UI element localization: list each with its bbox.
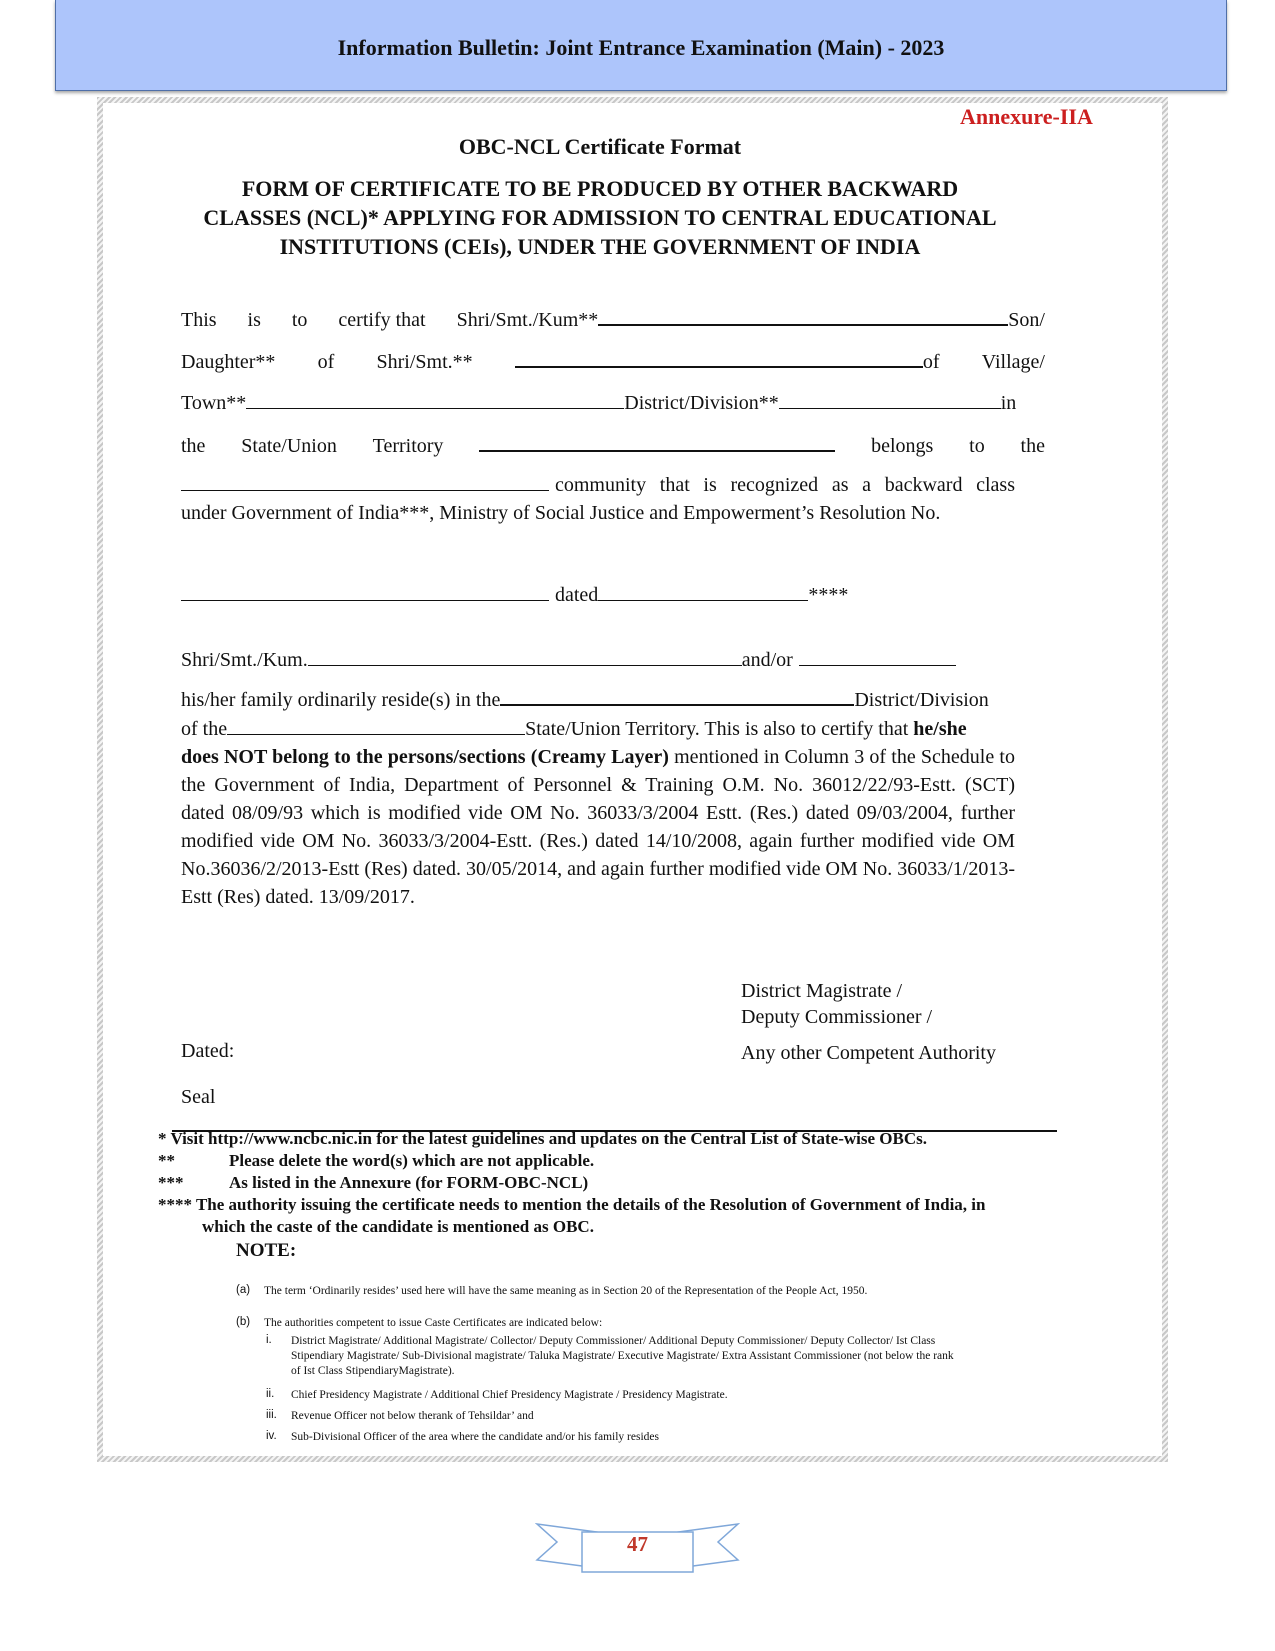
footnote-4: **** The authority issuing the certificate needs to mention the details of the Resolution of Government of India, in bbox=[158, 1195, 986, 1214]
cert-text: his/her family ordinarily reside(s) in the bbox=[181, 689, 501, 711]
footnote-3-mark: *** bbox=[158, 1173, 184, 1192]
cert-body-text: mentioned in Column 3 of the Schedule to the Government of India, Department of Personnel & Training O.M. No. 36012/22/93-Estt. (SCT) dated 08/09/93 which is modified vide OM No. 36033/3/2004 Estt. (Res.) dated 09/03/2004, further modified vide OM No. 36033/3/2004-Estt. (Res.) dated 14/10/2008, again further modified vide OM No.36036/2/2013-Estt (Res) dated. 30/05/2014, and again further modified vide OM No. 36033/1/2013-Estt (Res) dated. 13/09/2017. bbox=[181, 746, 1015, 908]
cert-text: certify that bbox=[338, 309, 426, 331]
footnote-2: Please delete the word(s) which are not applicable. bbox=[229, 1151, 595, 1170]
residence-district-blank[interactable] bbox=[500, 684, 854, 706]
cert-text: to bbox=[969, 435, 985, 457]
page-number: 47 bbox=[627, 1532, 648, 1556]
cert-text: of the bbox=[181, 718, 228, 740]
footnote-3: As listed in the Annexure (for FORM-OBC-NCL) bbox=[229, 1173, 589, 1192]
note-heading: NOTE: bbox=[236, 1240, 297, 1261]
cert-line-5 bbox=[181, 470, 1015, 527]
cert-text: belongs bbox=[871, 435, 934, 457]
parent-name-blank[interactable] bbox=[515, 346, 923, 368]
signatory-line-1: District Magistrate / bbox=[741, 980, 903, 1002]
annexure-label: Annexure-IIA bbox=[960, 104, 1093, 129]
header-band bbox=[55, 0, 1227, 91]
cert-line-3 bbox=[181, 388, 1045, 415]
cert-text: Town** bbox=[181, 392, 247, 414]
cert-text: in bbox=[1000, 392, 1017, 414]
creamy-layer-text: does NOT belong to the persons/sections (Creamy Layer) bbox=[181, 746, 669, 768]
town-blank[interactable] bbox=[246, 388, 624, 409]
cert-text: This bbox=[181, 309, 217, 331]
footnote-1: * Visit http://www.ncbc.nic.in for the latest guidelines and updates on the Central List of State-wise OBCs. bbox=[158, 1129, 927, 1148]
name-blank[interactable] bbox=[598, 304, 1008, 326]
state-blank[interactable] bbox=[479, 430, 835, 452]
cert-text: the bbox=[1020, 435, 1045, 457]
note-ii-mark: ii. bbox=[266, 1388, 275, 1400]
resolution-blank[interactable] bbox=[181, 580, 549, 601]
header-title: Information Bulletin: Joint Entrance Examination (Main) - 2023 bbox=[337, 35, 945, 60]
dated-label: Dated: bbox=[181, 1040, 235, 1062]
cert-text: State/Union bbox=[241, 435, 337, 457]
cert-text: to bbox=[291, 309, 308, 331]
cert-text: and/or bbox=[741, 649, 793, 671]
cert-line-2 bbox=[181, 346, 1045, 374]
cert-text: **** bbox=[808, 584, 849, 606]
note-iii: Revenue Officer not below therank of Tehsildar’ and bbox=[291, 1410, 534, 1422]
cert-text: of bbox=[922, 351, 940, 373]
note-i-mark: i. bbox=[266, 1334, 272, 1346]
format-title: OBC-NCL Certificate Format bbox=[458, 134, 742, 159]
date-blank[interactable] bbox=[598, 580, 808, 601]
cert-text: Daughter** bbox=[181, 351, 276, 373]
cert-text: Territory bbox=[372, 435, 444, 457]
cert-text: Shri/Smt.** bbox=[376, 351, 473, 373]
note-iv-mark: iv. bbox=[266, 1430, 277, 1442]
cert-line-7 bbox=[181, 580, 1045, 607]
cert-line-4 bbox=[181, 430, 1045, 458]
seal-label: Seal bbox=[181, 1086, 216, 1108]
name2-blank[interactable] bbox=[308, 645, 742, 666]
cert-text: District/Division bbox=[854, 689, 989, 711]
note-a-mark: (a) bbox=[236, 1284, 251, 1296]
form-title: FORM OF CERTIFICATE TO BE PRODUCED BY OTHER BACKWARD CLASSES (NCL)* APPLYING FOR ADMISSION TO CENTRAL EDUCATIONAL INSTITUTIONS (CEIs), UNDER THE GOVERNMENT OF INDIA bbox=[203, 176, 997, 259]
note-ii: Chief Presidency Magistrate / Additional Chief Presidency Magistrate / Presidency Magistrate. bbox=[291, 1389, 728, 1401]
cert-text: Shri/Smt./Kum. bbox=[181, 649, 308, 671]
cert-text-bold: he/she bbox=[913, 718, 967, 740]
note-b-mark: (b) bbox=[236, 1316, 251, 1328]
signatory-line-2: Deputy Commissioner / bbox=[741, 1006, 933, 1028]
residence-state-blank[interactable] bbox=[227, 714, 525, 735]
cert-text: Shri/Smt./Kum** bbox=[456, 309, 599, 331]
cert-line-9 bbox=[181, 684, 1015, 911]
note-b: The authorities competent to issue Caste Certificates are indicated below: bbox=[264, 1317, 603, 1329]
note-i: District Magistrate/ Additional Magistrate/ Collector/ Deputy Commissioner/ Additional Deputy Commissioner/ Deputy Collector/ Ist Class Stipendiary Magistrate/ Sub-Divisional magistrate/ Taluka Magistrate/ Executive Magistrate/ Extra Assistant Commissioner (not below the rank of Ist Class StipendiaryMagistrate). bbox=[291, 1335, 954, 1377]
district-blank[interactable] bbox=[779, 388, 1001, 409]
note-iv: Sub-Divisional Officer of the area where the candidate and/or his family resides bbox=[291, 1431, 659, 1443]
cert-text: State/Union Territory. This is also to certify that bbox=[525, 718, 909, 740]
cert-line-8 bbox=[181, 645, 1045, 672]
note-iii-mark: iii. bbox=[266, 1409, 277, 1421]
cert-text: Son/ bbox=[1008, 309, 1045, 331]
cert-text: the bbox=[181, 435, 206, 457]
cert-text: Village/ bbox=[981, 351, 1045, 373]
note-a: The term ‘Ordinarily resides’ used here will have the same meaning as in Section 20 of the Representation of the People Act, 1950. bbox=[264, 1285, 868, 1297]
footnote-4-cont: which the caste of the candidate is mentioned as OBC. bbox=[202, 1217, 594, 1236]
cert-text: of bbox=[317, 351, 335, 373]
cert-text: dated bbox=[555, 584, 599, 606]
cert-line-1 bbox=[181, 304, 1045, 332]
cert-text: is bbox=[247, 309, 261, 331]
footnote-2-mark: ** bbox=[158, 1151, 175, 1170]
community-blank[interactable] bbox=[181, 470, 549, 491]
signatory-line-3: Any other Competent Authority bbox=[741, 1042, 996, 1064]
cert-text: District/Division** bbox=[624, 392, 779, 414]
andor-blank[interactable] bbox=[799, 645, 956, 666]
signatory-title bbox=[741, 978, 996, 1066]
cert-text: community that is recognized as a backward class bbox=[555, 474, 1015, 496]
cert-text: under Government of India***, Ministry of Social Justice and Empowerment’s Resolution No. bbox=[181, 502, 941, 524]
